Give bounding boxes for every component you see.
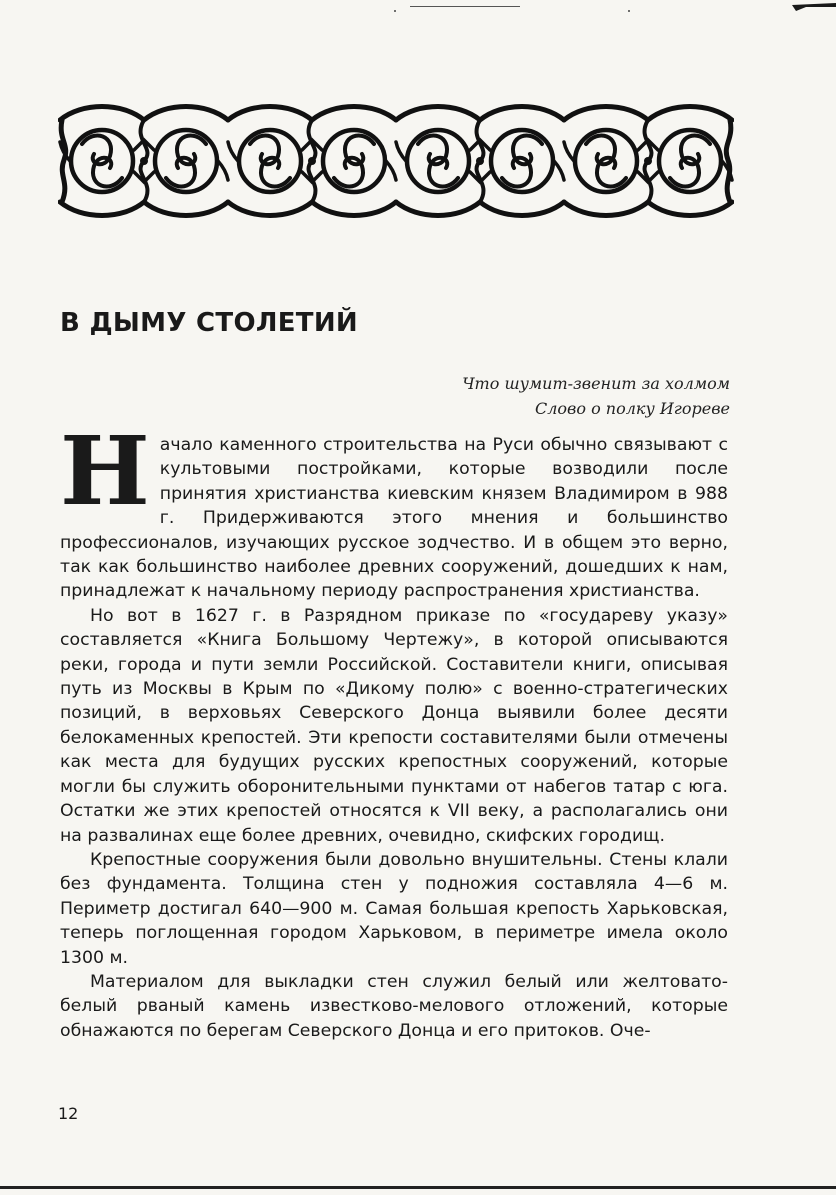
paragraph-text: ачало каменного строительства на Руси обычно связывают с культовыми постройками, которые возводили после принятия христианства киевским князем Владимиром в 988 г. Придерживаются этого мнения и большинство профессионалов, изучающих русское зодчество. И в общем это верно, так как большинство наиболее древних сооружений, дошедших к нам, принадлежат к начальному периоду распространения христианства. (60, 435, 728, 602)
paragraph (60, 416, 728, 604)
paragraph: Крепостные сооружения были довольно внушительны. Стены клали без фундамента. Толщина стен у подножия составляла 4—6 м. Периметр достигал 640—900 м. Самая большая крепость Харьковская, теперь поглощенная городом Харьковом, в периметре имела около 1300 м. (60, 849, 728, 968)
ornamental-header-band (58, 100, 734, 222)
drop-cap: Н (60, 416, 150, 527)
scan-edge-line (0, 1186, 836, 1189)
scan-artifact-line (410, 6, 520, 7)
scan-artifact-dot (394, 10, 396, 12)
paragraph: Материалом для выкладки стен служил белый или желтовато-белый рваный камень известково-мелового отложений, которые обнажаются по берегам Северского Донца и его притоков. Оче- (60, 971, 728, 1041)
chapter-title: В ДЫМУ СТОЛЕТИЙ (60, 308, 358, 338)
paragraph: Но вот в 1627 г. в Разрядном приказе по «государеву указу» составляется «Книга Большому Чертежу», в которой описываются реки, города и пути земли Российской. Составители книги, описывая путь из Москвы в Крым по «Дикому полю» с военно-стратегических позиций, в верховьях Северского Донца выявили более десяти белокаменных крепостей. Эти крепости составителями были отмечены как места для будущих русских крепостных сооружений, которые могли бы служить оборонительными пунктами от набегов татар с юга. Остатки же этих крепостей относятся к VII веку, а располагались они на развалинах еще более древних, очевидно, скифских городищ. (60, 605, 728, 846)
epigraph-quote: Что шумит-звенит за холмом (462, 374, 730, 393)
scan-artifact-dot (628, 10, 630, 12)
epigraph (462, 371, 730, 421)
page-number: 12 (58, 1104, 79, 1123)
body-text (60, 416, 728, 1043)
page-corner-mark (792, 2, 836, 12)
epigraph-source: Слово о полку Игореве (534, 399, 730, 418)
